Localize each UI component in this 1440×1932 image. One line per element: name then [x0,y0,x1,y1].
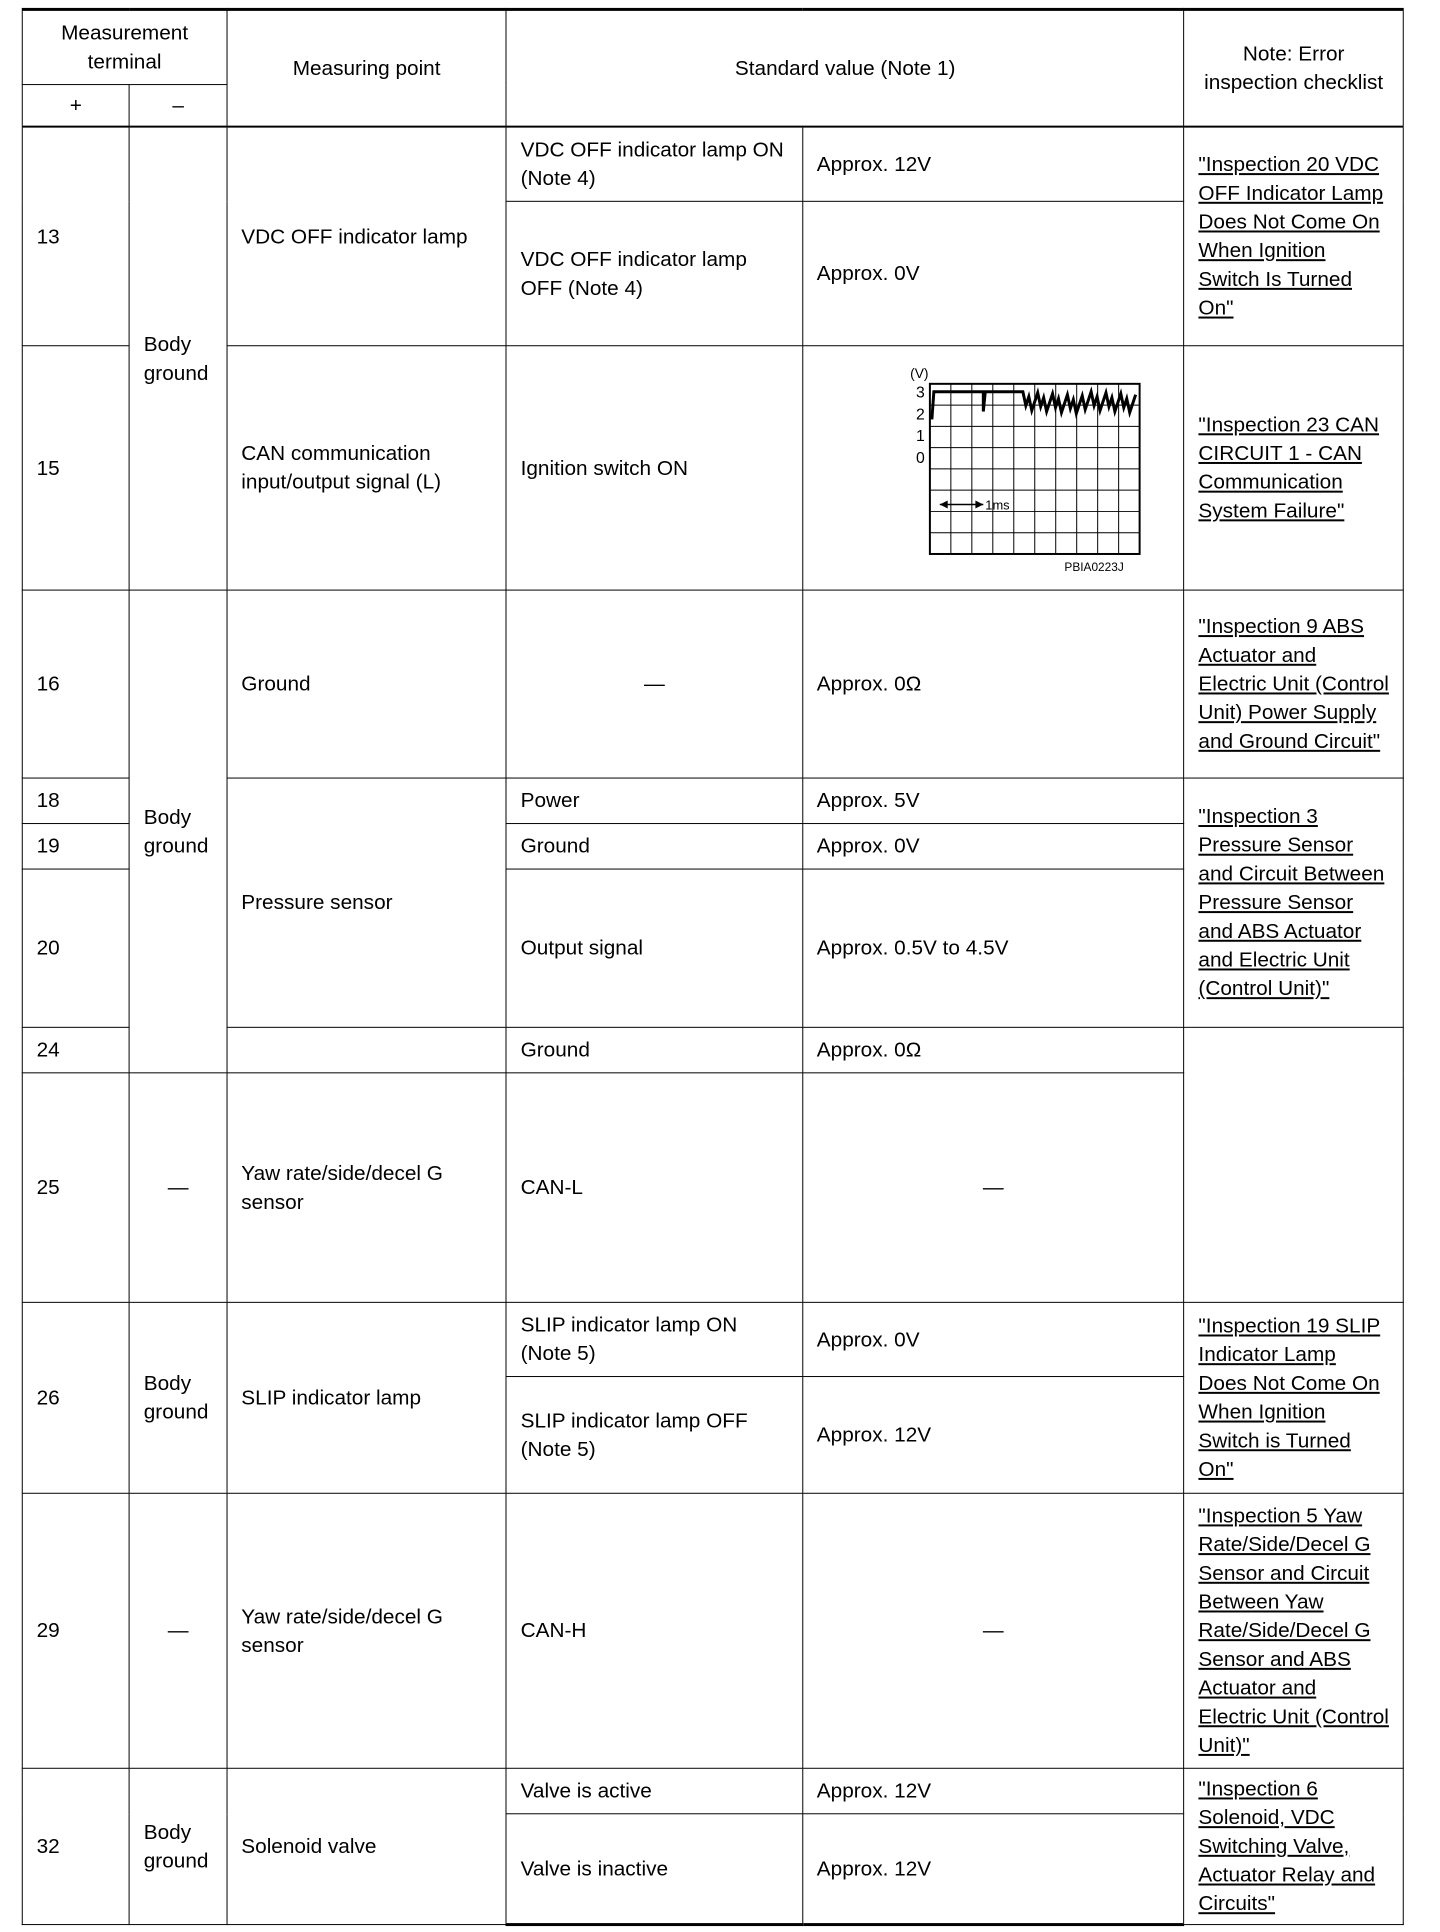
table-row [22,1493,1403,1768]
condition: Valve is inactive [506,1814,802,1925]
header-measuring-point: Measuring point [227,9,506,126]
inspection-note [1184,127,1403,346]
waveform-y-tick: 0 [916,449,925,467]
terminal-number: 29 [22,1493,129,1768]
inspection-link[interactable]: "Inspection 23 CAN CIRCUIT 1 - CAN Communication System Failure" [1198,413,1380,523]
standard-value: Approx. 0V [802,1302,1184,1376]
minus-terminal: — [129,1073,227,1303]
standard-value: Approx. 12V [802,1814,1184,1925]
condition: Ignition switch ON [506,346,802,590]
standard-value: Approx. 12V [802,1768,1184,1814]
terminal-number: 18 [22,778,129,824]
standard-value: Approx. 0V [802,824,1184,870]
standard-value: Approx. 0.5V to 4.5V [802,869,1184,1027]
inspection-note [1184,1493,1403,1768]
condition: SLIP indicator lamp ON (Note 5) [506,1302,802,1376]
inspection-link[interactable]: "Inspection 5 Yaw Rate/Side/Decel G Sensor and Circuit Between Yaw Rate/Side/Decel G Sensor and ABS Actuator and Electric Unit (Control Unit)" [1198,1504,1389,1757]
terminal-number: 16 [22,590,129,778]
condition: VDC OFF indicator lamp ON (Note 4) [506,127,802,202]
figure-id: PBIA0223J [1064,559,1124,574]
terminal-number: 24 [22,1027,129,1073]
header-plus: + [22,85,129,127]
table-row [22,778,1403,824]
table-row [22,1302,1403,1376]
table-row [22,1027,1403,1073]
table-row [22,1768,1403,1814]
measuring-point: SLIP indicator lamp [227,1302,506,1493]
header-standard-value: Standard value (Note 1) [506,9,1184,126]
measuring-point: CAN communication input/output signal (L) [227,346,506,590]
table-row [22,346,1403,590]
inspection-link[interactable]: "Inspection 6 Solenoid, VDC Switching Valve, Actuator Relay and Circuits" [1198,1777,1376,1916]
header-row [22,9,1403,84]
inspection-note [1184,778,1403,1027]
terminal-number: 26 [22,1302,129,1493]
inspection-note [1184,1027,1403,1302]
standard-value: Approx. 5V [802,778,1184,824]
measuring-point: VDC OFF indicator lamp [227,127,506,346]
terminal-number: 13 [22,127,129,346]
minus-terminal: Body ground [129,1768,227,1924]
can-waveform-figure [845,362,1142,575]
standard-value: — [802,1493,1184,1768]
waveform-unit: (V) [910,364,929,381]
inspection-note [1184,346,1403,590]
minus-terminal: Body ground [129,590,227,1073]
measuring-point: Yaw rate/side/decel G sensor [227,1073,506,1303]
time-scale-label: 1ms [985,496,1010,512]
minus-terminal: Body ground [129,127,227,590]
condition: Output signal [506,869,802,1027]
header-minus: – [129,85,227,127]
condition: Ground [506,1027,802,1073]
header-note: Note: Error inspection checklist [1184,9,1403,126]
standard-value: Approx. 12V [802,1377,1184,1494]
table-row [22,590,1403,778]
inspection-note [1184,1302,1403,1493]
standard-value: Approx. 0Ω [802,590,1184,778]
terminal-number: 25 [22,1073,129,1303]
minus-terminal: — [129,1493,227,1768]
waveform-y-tick: 2 [916,405,925,423]
condition: VDC OFF indicator lamp OFF (Note 4) [506,201,802,345]
time-scale-arrowhead [940,500,948,508]
measuring-point: Ground [227,590,506,778]
condition: CAN-H [506,1493,802,1768]
condition: SLIP indicator lamp OFF (Note 5) [506,1377,802,1494]
header-measurement-terminal: Measurement terminal [22,9,227,84]
table-row [22,127,1403,202]
inspection-note [1184,1768,1403,1924]
condition: Ground [506,824,802,870]
terminal-number: 20 [22,869,129,1027]
inspection-link[interactable]: "Inspection 19 SLIP Indicator Lamp Does Not Come On When Ignition Switch is Turned On" [1198,1314,1381,1481]
terminal-number: 32 [22,1768,129,1924]
standard-value: Approx. 12V [802,127,1184,202]
inspection-note [1184,590,1403,778]
condition: — [506,590,802,778]
time-scale-arrowhead [975,500,983,508]
inspection-link[interactable]: "Inspection 3 Pressure Sensor and Circuit Between Pressure Sensor and ABS Actuator and Electric Unit (Control Unit)" [1198,805,1385,1001]
standard-value: — [802,1073,1184,1303]
standard-value: Approx. 0V [802,201,1184,345]
condition: Valve is active [506,1768,802,1814]
inspection-link[interactable]: "Inspection 9 ABS Actuator and Electric Unit (Control Unit) Power Supply and Ground Circuit" [1198,615,1389,753]
waveform-y-tick: 1 [916,427,925,445]
terminal-spec-table [22,8,1404,1926]
minus-terminal: Body ground [129,1302,227,1493]
condition: CAN-L [506,1073,802,1303]
measuring-point: Pressure sensor [227,778,506,1027]
measuring-point: Yaw rate/side/decel G sensor [227,1493,506,1768]
measuring-point: Solenoid valve [227,1768,506,1924]
waveform-cell [802,346,1184,590]
terminal-number: 19 [22,824,129,870]
inspection-link[interactable]: "Inspection 20 VDC OFF Indicator Lamp Does Not Come On When Ignition Switch Is Turned On" [1198,153,1384,320]
condition: Power [506,778,802,824]
waveform-y-tick: 3 [916,384,925,402]
terminal-number: 15 [22,346,129,590]
standard-value: Approx. 0Ω [802,1027,1184,1073]
measuring-point [227,1027,506,1073]
